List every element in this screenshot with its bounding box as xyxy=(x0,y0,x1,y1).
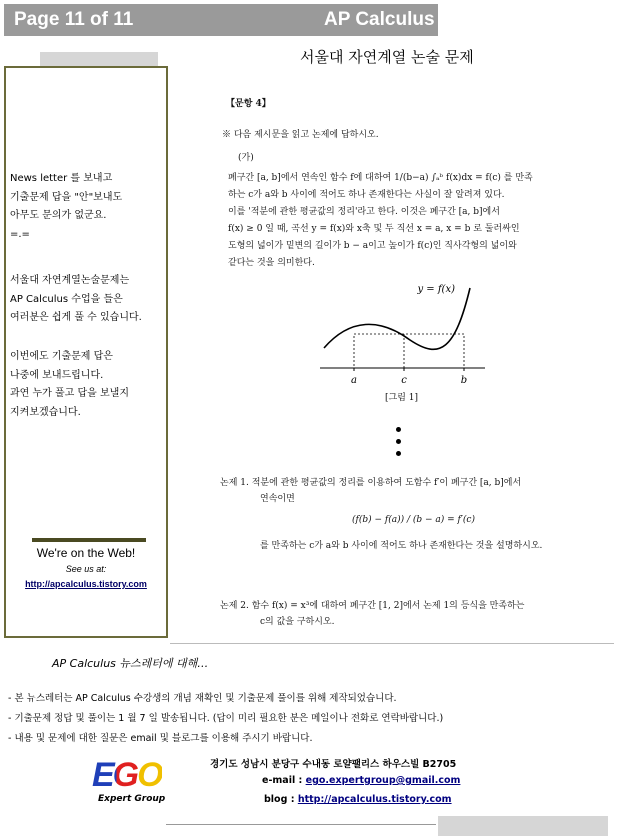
page-label: Page 11 of 11 xyxy=(14,9,134,30)
logo-text: EGO xyxy=(92,756,162,794)
sidebar-text: 지켜보겠습니다. xyxy=(10,406,81,418)
passage-line: 같다는 것을 의미한다. xyxy=(228,258,315,268)
sidebar-text: 여러분은 쉽게 풀 수 있습니다. xyxy=(10,312,142,323)
tick-label-b: b xyxy=(460,375,468,386)
figure-graph xyxy=(310,278,490,408)
question-1-end: 를 만족하는 c가 a와 b 사이에 적어도 하나 존재한다는 것을 설명하시오. xyxy=(260,541,543,551)
divider xyxy=(32,538,146,542)
sidebar-text: 아무도 문의가 없군요. xyxy=(10,210,107,221)
passage-line: 도형의 넓이가 밑변의 길이가 b − a이고 높이가 f(c)인 직사각형의 넓이와 xyxy=(228,241,517,251)
divider xyxy=(170,643,614,644)
divider xyxy=(166,824,436,825)
sidebar-text: 이번에도 기출문제 답은 xyxy=(10,351,113,362)
sidebar-text: =.= xyxy=(10,228,30,240)
question-1-cont: 연속이면 xyxy=(260,494,295,504)
web-title: We're on the Web! xyxy=(36,546,136,560)
ellipsis-dot xyxy=(396,439,401,444)
sidebar-text: 서울대 자연계열논술문제는 xyxy=(10,275,130,286)
passage xyxy=(228,170,533,272)
question-2-cont: c의 값을 구하시오. xyxy=(260,617,335,627)
question-2: 논제 2. 함수 f(x) = x³에 대하여 폐구간 [1, 2]에서 논제 1의 등식을 만족하는 xyxy=(220,601,525,611)
ego-logo xyxy=(92,756,166,804)
figure-caption: [그림 1] xyxy=(385,393,418,403)
ellipsis-dot xyxy=(396,427,401,432)
page-heading: 서울대 자연계열 논술 문제 xyxy=(300,48,474,66)
blog-row xyxy=(264,794,452,805)
tick-label-a: a xyxy=(351,375,357,386)
footer-line: - 내용 및 문제에 대한 질문은 email 및 블로그를 이용해 주시기 바랍니다. xyxy=(8,733,313,744)
email-link[interactable]: ego.expertgroup@gmail.com xyxy=(305,775,461,786)
email-row xyxy=(262,775,460,786)
sidebar-block-1 xyxy=(10,170,122,244)
instruction-text: ※ 다음 제시문을 읽고 논제에 답하시오. xyxy=(222,130,379,140)
blog-link[interactable]: http://apcalculus.tistory.com xyxy=(297,794,452,805)
passage-line: 하는 c가 a와 b 사이에 적어도 하나 존재한다는 사실이 잘 알려져 있다. xyxy=(228,190,505,200)
sidebar-text: 기출문제 답을 "안"보내도 xyxy=(10,191,123,203)
curve xyxy=(324,288,470,349)
question-1: 논제 1. 적분에 관한 평균값의 정리를 이용하여 도함수 f′이 폐구간 [a, b]에서 xyxy=(220,478,522,488)
curve-label: y = f(x) xyxy=(417,284,455,295)
footer-line: - 본 뉴스레터는 AP Calculus 수강생의 개념 재확인 및 기출문제 풀이를 위해 제작되었습니다. xyxy=(8,693,397,704)
passage-line: 폐구간 [a, b]에서 연속인 함수 f에 대하여 1/(b−a) ∫ₐᵇ f(x)dx = f(c) 를 만족 xyxy=(228,173,533,183)
see-us-label: See us at: xyxy=(65,564,107,574)
sidebar-block-2 xyxy=(10,272,142,328)
sidebar-text: AP Calculus 수업을 들은 xyxy=(10,293,123,305)
sidebar-text: 과연 누가 풀고 답을 보낼지 xyxy=(10,388,129,399)
logo-subtitle: Expert Group xyxy=(98,794,166,804)
footer-title: AP Calculus 뉴스레터에 대해… xyxy=(52,657,209,670)
newsletter-title: AP Calculus xyxy=(324,9,435,30)
section-label: 【문항 4】 xyxy=(226,99,271,109)
question-1-formula: (f(b) − f(a)) / (b − a) = f′(c) xyxy=(352,515,475,525)
tick-label-c: c xyxy=(401,375,407,386)
sidebar xyxy=(4,66,168,638)
decor-block xyxy=(438,816,608,836)
sidebar-text: 나중에 보내드립니다. xyxy=(10,369,104,381)
email-label: e-mail : xyxy=(262,775,306,786)
sidebar-text: News letter 를 보내고 xyxy=(10,173,113,184)
blog-label: blog : xyxy=(264,794,298,805)
passage-line: 이를 '적분에 관한 평균값의 정리'라고 한다. 이것은 폐구간 [a, b]에서 xyxy=(228,207,500,217)
sidebar-block-3 xyxy=(10,348,129,422)
sidebar-url-link[interactable]: http://apcalculus.tistory.com xyxy=(25,579,147,589)
passage-line: f(x) ≥ 0 일 때, 곡선 y = f(x)와 x축 및 두 직선 x = a, x = b 로 둘러싸인 xyxy=(228,224,520,234)
footer-line: - 기출문제 정답 및 풀이는 1 월 7 일 발송됩니다. (답이 미리 필요한 분은 메일이나 전화로 연락바랍니다.) xyxy=(8,713,444,724)
part-label: (가) xyxy=(238,153,254,163)
header-bar xyxy=(4,4,438,36)
address: 경기도 성남시 분당구 수내동 로얄팰리스 하우스빌 B2705 xyxy=(210,759,457,770)
ellipsis-dot xyxy=(396,451,401,456)
